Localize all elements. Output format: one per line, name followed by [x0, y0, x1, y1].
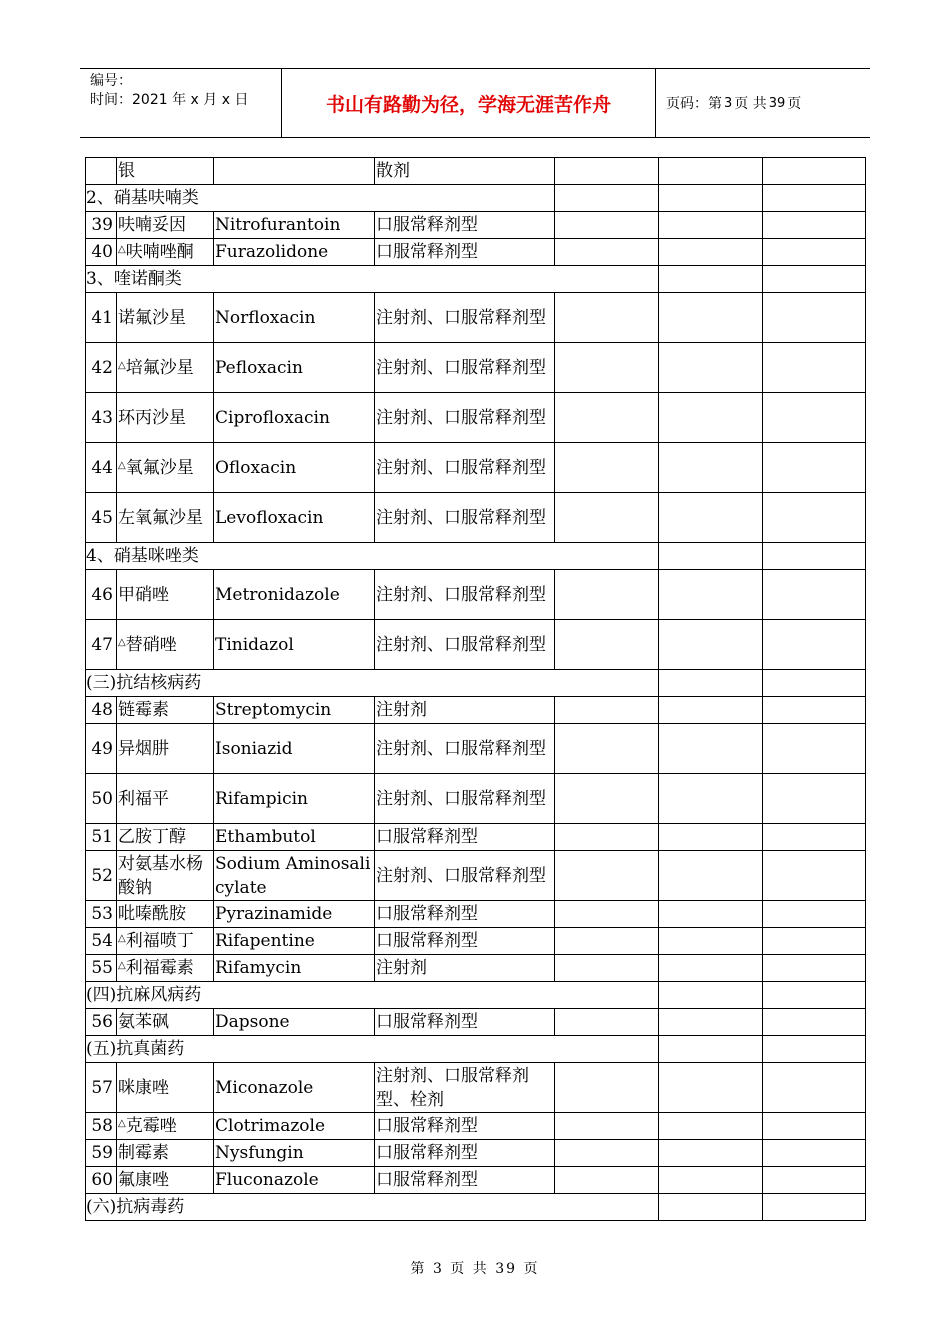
drug-name-cn-cell — [117, 293, 214, 343]
empty-cell — [659, 1167, 763, 1194]
drug-table-body — [86, 158, 866, 1221]
table-row — [86, 928, 866, 955]
empty-cell — [659, 955, 763, 982]
drug-name-en: Rifamycin — [214, 955, 375, 982]
drug-table — [85, 157, 866, 1221]
dosage-form: 口服常释剂型 — [375, 212, 555, 239]
drug-name-cn: 咪康唑 — [118, 1077, 169, 1098]
row-number: 53 — [86, 901, 117, 928]
code-label: 编号： — [90, 73, 132, 89]
drug-name-en: Clotrimazole — [214, 1113, 375, 1140]
empty-cell — [763, 670, 866, 697]
drug-name-cn-cell — [117, 443, 214, 493]
empty-cell — [659, 724, 763, 774]
triangle-mark-icon: △ — [118, 960, 126, 971]
page-footer: 第 3 页 共 39 页 — [410, 1261, 540, 1277]
page-mid: 页 共 — [734, 96, 767, 112]
page-total: 39 — [768, 95, 786, 111]
empty-cell — [659, 1194, 763, 1221]
drug-name-cn: 氧氟沙星 — [125, 457, 194, 478]
empty-cell — [659, 393, 763, 443]
row-number — [86, 158, 117, 185]
drug-name-cn-cell — [117, 774, 214, 824]
page-prefix: 页码：第 — [666, 96, 722, 112]
drug-name-cn: 对氨基水杨酸钠 — [118, 853, 203, 898]
empty-cell — [659, 158, 763, 185]
drug-name-cn-cell — [117, 1167, 214, 1194]
dosage-form: 口服常释剂型 — [375, 901, 555, 928]
table-row — [86, 158, 866, 185]
dosage-form: 口服常释剂型 — [375, 1140, 555, 1167]
table-row — [86, 697, 866, 724]
drug-name-cn: 异烟肼 — [118, 738, 169, 759]
table-row — [86, 1009, 866, 1036]
empty-cell — [763, 212, 866, 239]
empty-cell — [555, 1113, 659, 1140]
dosage-form: 散剂 — [375, 158, 555, 185]
empty-cell — [555, 158, 659, 185]
dosage-form: 注射剂、口服常释剂型 — [375, 293, 555, 343]
empty-cell — [659, 570, 763, 620]
drug-name-cn-cell — [117, 1009, 214, 1036]
drug-name-cn-cell — [117, 1063, 214, 1113]
empty-cell — [659, 185, 763, 212]
empty-cell — [659, 1063, 763, 1113]
drug-name-en: Rifampicin — [214, 774, 375, 824]
empty-cell — [555, 443, 659, 493]
drug-name-en: Streptomycin — [214, 697, 375, 724]
drug-name-en: Fluconazole — [214, 1167, 375, 1194]
drug-name-cn: 利福霉素 — [125, 958, 194, 978]
empty-cell — [555, 393, 659, 443]
drug-name-cn: 克霉唑 — [125, 1116, 177, 1136]
row-number: 42 — [86, 343, 117, 393]
page-current: 3 — [724, 95, 733, 111]
empty-cell — [659, 1036, 763, 1063]
empty-cell — [555, 955, 659, 982]
drug-name-cn-cell — [117, 570, 214, 620]
empty-cell — [763, 1140, 866, 1167]
drug-name-cn: 利福喷丁 — [125, 931, 194, 951]
section-title: (五)抗真菌药 — [86, 1036, 659, 1063]
empty-cell — [555, 774, 659, 824]
dosage-form: 注射剂、口服常释剂型 — [375, 774, 555, 824]
row-number: 60 — [86, 1167, 117, 1194]
drug-name-en: Nysfungin — [214, 1140, 375, 1167]
empty-cell — [555, 620, 659, 670]
dosage-form: 注射剂、口服常释剂型、栓剂 — [375, 1063, 555, 1113]
empty-cell — [555, 901, 659, 928]
triangle-mark-icon: △ — [118, 636, 126, 648]
empty-cell — [659, 343, 763, 393]
empty-cell — [659, 1140, 763, 1167]
dosage-form: 注射剂 — [375, 697, 555, 724]
table-row — [86, 724, 866, 774]
empty-cell — [555, 724, 659, 774]
dosage-form: 口服常释剂型 — [375, 239, 555, 266]
drug-name-en: Nitrofurantoin — [214, 212, 375, 239]
row-number: 52 — [86, 851, 117, 901]
table-row — [86, 493, 866, 543]
empty-cell — [555, 185, 659, 212]
empty-cell — [763, 901, 866, 928]
empty-cell — [659, 824, 763, 851]
empty-cell — [555, 824, 659, 851]
drug-name-en: Pyrazinamide — [214, 901, 375, 928]
empty-cell — [659, 982, 763, 1009]
drug-name-cn-cell — [117, 851, 214, 901]
section-row — [86, 1036, 866, 1063]
dosage-form: 口服常释剂型 — [375, 824, 555, 851]
table-row — [86, 955, 866, 982]
table-row — [86, 443, 866, 493]
empty-cell — [659, 1113, 763, 1140]
section-row — [86, 266, 866, 293]
empty-cell — [659, 901, 763, 928]
row-number: 47 — [86, 620, 117, 670]
drug-name-en: Sodium Aminosalicylate — [214, 851, 375, 901]
drug-name-cn-cell — [117, 239, 214, 266]
empty-cell — [555, 493, 659, 543]
drug-name-cn-cell — [117, 493, 214, 543]
empty-cell — [659, 266, 763, 293]
empty-cell — [555, 1063, 659, 1113]
dosage-form: 注射剂 — [375, 955, 555, 982]
empty-cell — [763, 443, 866, 493]
empty-cell — [555, 851, 659, 901]
empty-cell — [763, 393, 866, 443]
drug-name-cn: 呋喃妥因 — [118, 215, 186, 235]
empty-cell — [763, 620, 866, 670]
drug-name-en — [214, 158, 375, 185]
empty-cell — [763, 185, 866, 212]
section-row — [86, 543, 866, 570]
empty-cell — [555, 697, 659, 724]
drug-name-cn-cell — [117, 620, 214, 670]
empty-cell — [763, 774, 866, 824]
drug-name-en: Miconazole — [214, 1063, 375, 1113]
dosage-form: 注射剂、口服常释剂型 — [375, 724, 555, 774]
section-row — [86, 670, 866, 697]
table-row — [86, 824, 866, 851]
empty-cell — [555, 928, 659, 955]
drug-name-cn-cell — [117, 212, 214, 239]
drug-name-en: Ciprofloxacin — [214, 393, 375, 443]
section-title: (六)抗病毒药 — [86, 1194, 659, 1221]
empty-cell — [763, 158, 866, 185]
dosage-form: 注射剂、口服常释剂型 — [375, 570, 555, 620]
empty-cell — [763, 928, 866, 955]
row-number: 49 — [86, 724, 117, 774]
row-number: 55 — [86, 955, 117, 982]
dosage-form: 口服常释剂型 — [375, 1167, 555, 1194]
drug-name-cn: 氟康唑 — [118, 1170, 169, 1190]
table-row — [86, 774, 866, 824]
row-number: 43 — [86, 393, 117, 443]
drug-name-cn: 替硝唑 — [125, 634, 177, 655]
drug-name-en: Dapsone — [214, 1009, 375, 1036]
empty-cell — [763, 343, 866, 393]
row-number: 40 — [86, 239, 117, 266]
drug-name-cn: 甲硝唑 — [118, 584, 169, 605]
empty-cell — [555, 239, 659, 266]
drug-name-cn: 环丙沙星 — [118, 407, 186, 428]
empty-cell — [659, 239, 763, 266]
dosage-form: 口服常释剂型 — [375, 1113, 555, 1140]
header-page-number — [656, 69, 870, 137]
dosage-form: 注射剂、口服常释剂型 — [375, 343, 555, 393]
row-number: 50 — [86, 774, 117, 824]
drug-name-cn-cell — [117, 1140, 214, 1167]
row-number: 59 — [86, 1140, 117, 1167]
section-title: (四)抗麻风病药 — [86, 982, 659, 1009]
empty-cell — [763, 1194, 866, 1221]
empty-cell — [659, 1009, 763, 1036]
drug-name-en: Isoniazid — [214, 724, 375, 774]
empty-cell — [763, 824, 866, 851]
empty-cell — [659, 697, 763, 724]
row-number: 57 — [86, 1063, 117, 1113]
drug-name-cn-cell — [117, 158, 214, 185]
row-number: 58 — [86, 1113, 117, 1140]
empty-cell — [659, 443, 763, 493]
empty-cell — [659, 212, 763, 239]
empty-cell — [763, 266, 866, 293]
empty-cell — [555, 1140, 659, 1167]
row-number: 39 — [86, 212, 117, 239]
row-number: 48 — [86, 697, 117, 724]
page-header — [80, 68, 870, 138]
table-row — [86, 851, 866, 901]
empty-cell — [763, 570, 866, 620]
section-title: 4、硝基咪唑类 — [86, 543, 659, 570]
drug-name-cn: 银 — [118, 161, 135, 181]
table-row — [86, 293, 866, 343]
empty-cell — [763, 697, 866, 724]
drug-name-cn-cell — [117, 697, 214, 724]
row-number: 54 — [86, 928, 117, 955]
section-row — [86, 1194, 866, 1221]
drug-name-cn: 链霉素 — [118, 700, 169, 720]
drug-name-en: Metronidazole — [214, 570, 375, 620]
empty-cell — [763, 982, 866, 1009]
drug-name-cn: 诺氟沙星 — [118, 307, 186, 328]
section-row — [86, 982, 866, 1009]
dosage-form: 口服常释剂型 — [375, 1009, 555, 1036]
empty-cell — [659, 670, 763, 697]
drug-name-cn: 制霉素 — [118, 1143, 169, 1163]
dosage-form: 注射剂、口服常释剂型 — [375, 620, 555, 670]
dosage-form: 注射剂、口服常释剂型 — [375, 493, 555, 543]
dosage-form: 口服常释剂型 — [375, 928, 555, 955]
drug-name-cn: 呋喃唑酮 — [125, 242, 194, 262]
empty-cell — [763, 1113, 866, 1140]
row-number: 51 — [86, 824, 117, 851]
drug-name-cn: 利福平 — [118, 788, 169, 809]
table-row — [86, 570, 866, 620]
table-row — [86, 393, 866, 443]
triangle-mark-icon: △ — [118, 244, 126, 255]
drug-name-cn-cell — [117, 928, 214, 955]
triangle-mark-icon: △ — [118, 359, 126, 371]
empty-cell — [659, 620, 763, 670]
empty-cell — [763, 1063, 866, 1113]
table-row — [86, 1167, 866, 1194]
drug-name-cn-cell — [117, 824, 214, 851]
empty-cell — [763, 239, 866, 266]
drug-name-cn-cell — [117, 393, 214, 443]
empty-cell — [659, 851, 763, 901]
empty-cell — [659, 774, 763, 824]
table-row — [86, 901, 866, 928]
empty-cell — [763, 293, 866, 343]
drug-name-en: Ethambutol — [214, 824, 375, 851]
section-title: 3、喹诺酮类 — [86, 266, 659, 293]
section-row — [86, 185, 866, 212]
row-number: 44 — [86, 443, 117, 493]
drug-name-en: Tinidazol — [214, 620, 375, 670]
drug-name-cn-cell — [117, 1113, 214, 1140]
empty-cell — [763, 1167, 866, 1194]
row-number: 41 — [86, 293, 117, 343]
drug-name-cn: 吡嗪酰胺 — [118, 904, 186, 924]
drug-name-en: Norfloxacin — [214, 293, 375, 343]
table-row — [86, 1063, 866, 1113]
table-row — [86, 343, 866, 393]
drug-name-en: Furazolidone — [214, 239, 375, 266]
drug-name-cn-cell — [117, 343, 214, 393]
drug-name-en: Pefloxacin — [214, 343, 375, 393]
empty-cell — [763, 955, 866, 982]
empty-cell — [555, 343, 659, 393]
drug-name-en: Levofloxacin — [214, 493, 375, 543]
drug-name-cn-cell — [117, 724, 214, 774]
time-label: 时间：2021 年 x 月 x 日 — [90, 92, 249, 108]
drug-name-cn: 左氧氟沙星 — [118, 507, 203, 528]
empty-cell — [763, 851, 866, 901]
drug-name-en: Ofloxacin — [214, 443, 375, 493]
section-title: 2、硝基呋喃类 — [86, 185, 555, 212]
row-number: 56 — [86, 1009, 117, 1036]
row-number: 45 — [86, 493, 117, 543]
empty-cell — [659, 493, 763, 543]
triangle-mark-icon: △ — [118, 933, 126, 944]
row-number: 46 — [86, 570, 117, 620]
dosage-form: 注射剂、口服常释剂型 — [375, 393, 555, 443]
drug-name-cn-cell — [117, 955, 214, 982]
empty-cell — [555, 293, 659, 343]
empty-cell — [555, 1009, 659, 1036]
empty-cell — [763, 1036, 866, 1063]
drug-name-cn: 氨苯砜 — [118, 1012, 169, 1032]
empty-cell — [763, 493, 866, 543]
header-meta — [80, 69, 282, 137]
triangle-mark-icon: △ — [118, 459, 126, 471]
empty-cell — [763, 724, 866, 774]
dosage-form: 注射剂、口服常释剂型 — [375, 851, 555, 901]
header-motto: 书山有路勤为径，学海无涯苦作舟 — [282, 69, 656, 137]
table-row — [86, 239, 866, 266]
table-row — [86, 620, 866, 670]
triangle-mark-icon: △ — [118, 1118, 126, 1129]
empty-cell — [555, 1167, 659, 1194]
table-row — [86, 212, 866, 239]
table-row — [86, 1140, 866, 1167]
empty-cell — [659, 543, 763, 570]
empty-cell — [555, 212, 659, 239]
empty-cell — [659, 293, 763, 343]
drug-name-cn: 培氟沙星 — [125, 357, 194, 378]
page-suffix: 页 — [787, 96, 802, 112]
dosage-form: 注射剂、口服常释剂型 — [375, 443, 555, 493]
empty-cell — [555, 570, 659, 620]
empty-cell — [763, 543, 866, 570]
empty-cell — [763, 1009, 866, 1036]
section-title: (三)抗结核病药 — [86, 670, 659, 697]
table-row — [86, 1113, 866, 1140]
empty-cell — [659, 928, 763, 955]
drug-name-cn-cell — [117, 901, 214, 928]
drug-name-en: Rifapentine — [214, 928, 375, 955]
drug-name-cn: 乙胺丁醇 — [118, 827, 186, 847]
